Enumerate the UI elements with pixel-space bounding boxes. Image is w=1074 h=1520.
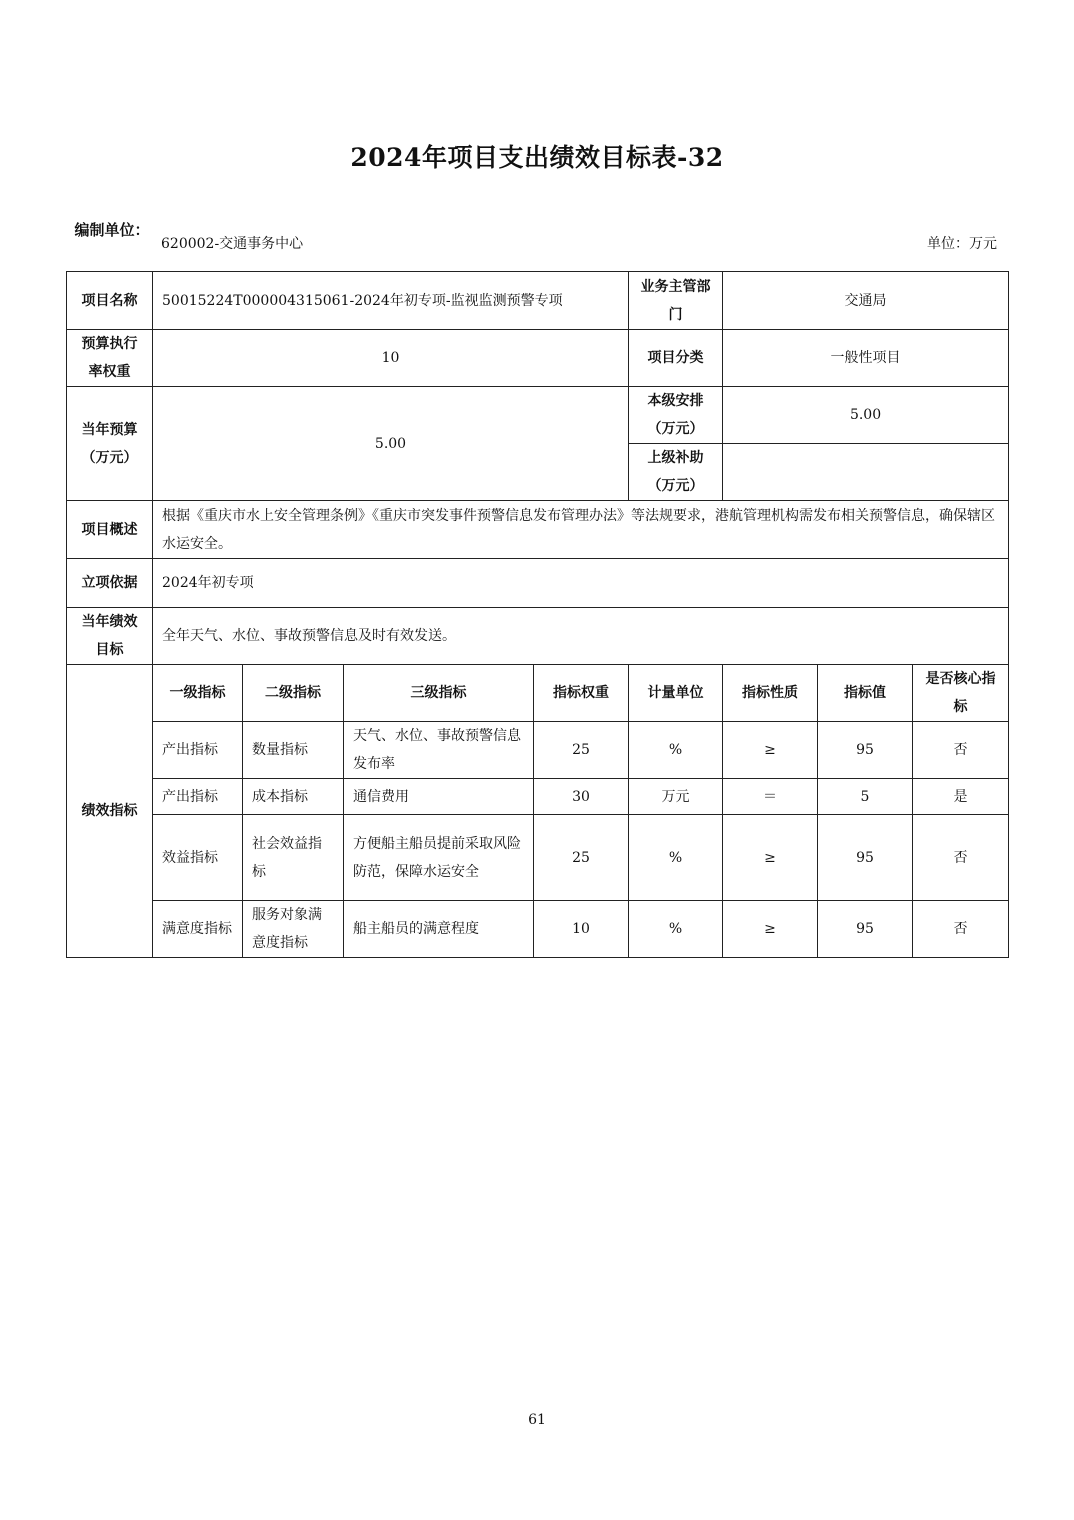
cell-level2: 数量指标 xyxy=(243,722,344,779)
table-row xyxy=(67,901,1009,958)
cell-level1: 产出指标 xyxy=(153,722,243,779)
basis-label: 立项依据 xyxy=(67,559,153,608)
cell-nature: ≥ xyxy=(723,815,818,901)
subsidy-label: 上级补助（万元） xyxy=(629,444,723,501)
cell-level3: 天气、水位、事故预警信息发布率 xyxy=(344,722,534,779)
cell-core: 是 xyxy=(913,779,1009,815)
header-unit: 计量单位 xyxy=(629,665,723,722)
overview-value: 根据《重庆市水上安全管理条例》《重庆市突发事件预警信息发布管理办法》等法规要求，港航管理机构需发布相关预警信息，确保辖区水运安全。 xyxy=(153,501,1009,559)
header-nature: 指标性质 xyxy=(723,665,818,722)
goal-value: 全年天气、水位、事故预警信息及时有效发送。 xyxy=(153,608,1009,665)
header-level1: 一级指标 xyxy=(153,665,243,722)
cell-unit: % xyxy=(629,722,723,779)
table-row xyxy=(67,779,1009,815)
cell-nature: ≥ xyxy=(723,901,818,958)
cell-level2: 服务对象满意度指标 xyxy=(243,901,344,958)
budget-label: 当年预算（万元） xyxy=(67,387,153,501)
cell-unit: % xyxy=(629,815,723,901)
dept-label: 业务主管部门 xyxy=(629,272,723,330)
cell-weight: 25 xyxy=(534,722,629,779)
page-title: 2024年项目支出绩效目标表-32 xyxy=(350,143,724,172)
cell-value: 95 xyxy=(818,815,913,901)
cell-nature: ≥ xyxy=(723,722,818,779)
cell-weight: 30 xyxy=(534,779,629,815)
exec-weight-value: 10 xyxy=(153,330,629,387)
cell-core: 否 xyxy=(913,901,1009,958)
unit-label: 编制单位： xyxy=(74,221,150,239)
cell-value: 5 xyxy=(818,779,913,815)
performance-table xyxy=(66,271,1009,958)
overview-label: 项目概述 xyxy=(67,501,153,559)
category-label: 项目分类 xyxy=(629,330,723,387)
budget-value: 5.00 xyxy=(153,387,629,501)
exec-weight-label: 预算执行率权重 xyxy=(67,330,153,387)
unit-value: 620002-交通事务中心 xyxy=(161,236,304,252)
cell-value: 95 xyxy=(818,901,913,958)
local-label: 本级安排（万元） xyxy=(629,387,723,444)
dept-value: 交通局 xyxy=(723,272,1009,330)
cell-level3: 船主船员的满意程度 xyxy=(344,901,534,958)
basis-value: 2024年初专项 xyxy=(153,559,1009,608)
header-level3: 三级指标 xyxy=(344,665,534,722)
subsidy-value xyxy=(723,444,1009,501)
header-weight: 指标权重 xyxy=(534,665,629,722)
cell-level1: 产出指标 xyxy=(153,779,243,815)
cell-unit: % xyxy=(629,901,723,958)
cell-level2: 社会效益指标 xyxy=(243,815,344,901)
cell-level3: 方便船主船员提前采取风险防范，保障水运安全 xyxy=(344,815,534,901)
cell-level3: 通信费用 xyxy=(344,779,534,815)
page-number: 61 xyxy=(528,1412,546,1428)
cell-core: 否 xyxy=(913,722,1009,779)
cell-weight: 10 xyxy=(534,901,629,958)
currency-label: 单位：万元 xyxy=(927,236,997,252)
project-name-value: 50015224T000004315061-2024年初专项-监视监测预警专项 xyxy=(153,272,629,330)
category-value: 一般性项目 xyxy=(723,330,1009,387)
cell-weight: 25 xyxy=(534,815,629,901)
cell-level1: 满意度指标 xyxy=(153,901,243,958)
indicators-label: 绩效指标 xyxy=(67,665,153,958)
local-value: 5.00 xyxy=(723,387,1009,444)
cell-value: 95 xyxy=(818,722,913,779)
cell-nature: ＝ xyxy=(723,779,818,815)
cell-level1: 效益指标 xyxy=(153,815,243,901)
table-row xyxy=(67,815,1009,901)
header-level2: 二级指标 xyxy=(243,665,344,722)
table-row xyxy=(67,722,1009,779)
goal-label: 当年绩效目标 xyxy=(67,608,153,665)
header-core: 是否核心指标 xyxy=(913,665,1009,722)
cell-core: 否 xyxy=(913,815,1009,901)
cell-level2: 成本指标 xyxy=(243,779,344,815)
cell-unit: 万元 xyxy=(629,779,723,815)
header-value: 指标值 xyxy=(818,665,913,722)
project-name-label: 项目名称 xyxy=(67,272,153,330)
